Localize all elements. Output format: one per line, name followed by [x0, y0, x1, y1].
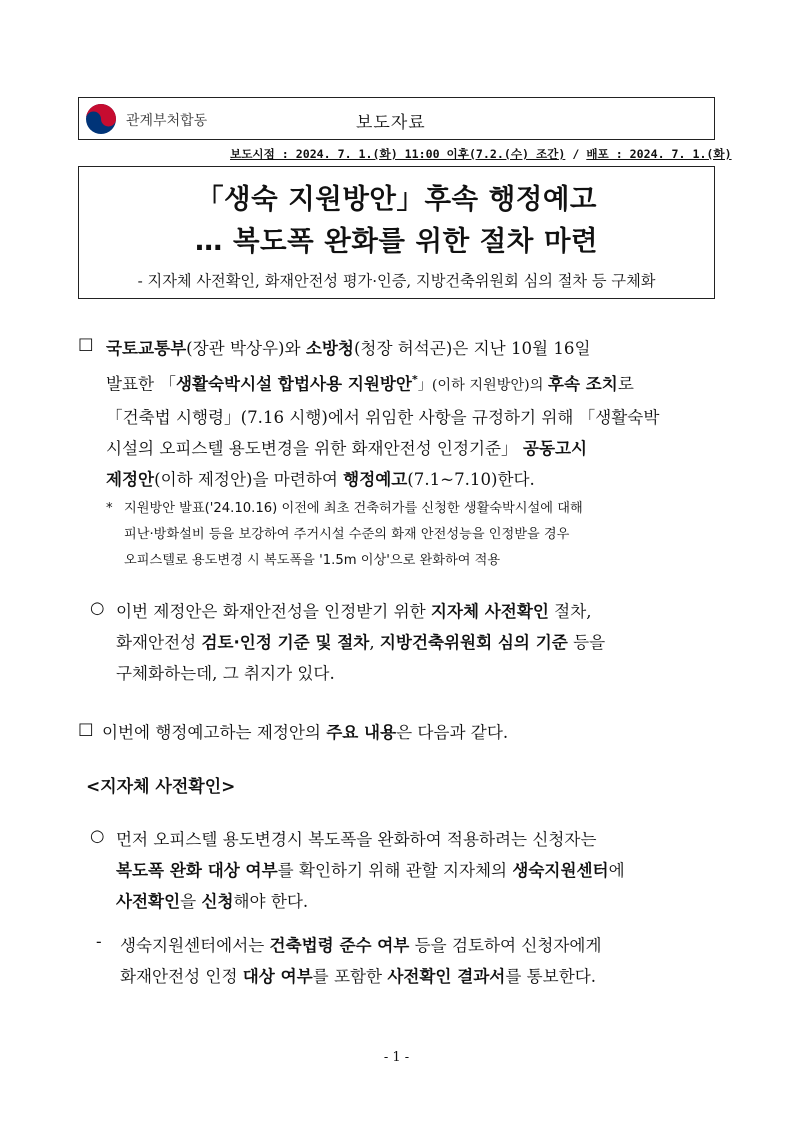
- bold-text: 생활숙박시설 합법사용 지원방안: [175, 374, 412, 394]
- paragraph-line: [116, 855, 716, 886]
- section-heading: <지자체 사전확인>: [86, 777, 236, 797]
- text-span: 등을 검토하여 신청자에게: [409, 936, 602, 955]
- footnote-line: 오피스텔로 용도변경 시 복도폭을 '1.5m 이상'으로 완화하여 적용: [124, 553, 501, 568]
- bullet-dash: -: [96, 932, 102, 951]
- bold-text: 지자체 사전확인: [430, 602, 549, 621]
- paragraph-line: 「건축법 시행령」(7.16 시행)에서 위임한 사항을 규정하기 위해 「생활숙박: [106, 407, 660, 427]
- paragraph-line: [116, 596, 716, 627]
- text-span: 화재안전성: [116, 633, 202, 652]
- bold-text: 복도폭 완화 대상 여부: [116, 861, 278, 880]
- text-span: 절차,: [548, 602, 592, 621]
- text-span: ,: [369, 633, 380, 652]
- bold-text: 제정안: [106, 469, 155, 489]
- paragraph-line: [106, 464, 716, 495]
- text-span: (7.1~7.10)한다.: [407, 469, 535, 489]
- footnote-marker: *: [106, 501, 113, 516]
- text-span: (장관 박상우)와: [186, 339, 306, 358]
- bold-text: 사전확인 결과서: [387, 967, 506, 986]
- bold-text: 검토·인정 기준 및 절차: [201, 633, 370, 652]
- page-number: - 1 -: [383, 1050, 410, 1065]
- text-span: 이번 제정안은 화재안전성을 인정받기 위한: [116, 602, 431, 621]
- paragraph-line: [120, 930, 716, 961]
- org-name: 관계부처합동: [126, 113, 208, 129]
- text-span: 등을: [567, 633, 606, 652]
- text-span: 를 확인하기 위해 관할 지자체의: [277, 861, 513, 880]
- bold-text: 소방청: [305, 339, 354, 358]
- headline-line-1: 「생숙 지원방안」후속 행정예고: [196, 183, 597, 215]
- bold-text: 주요 내용: [326, 723, 397, 742]
- footnote-marker: *: [411, 373, 418, 386]
- text-span: 생숙지원센터에서는: [120, 936, 270, 955]
- paragraph-line: 먼저 오피스텔 용도변경시 복도폭을 완화하여 적용하려는 신청자는: [116, 830, 597, 849]
- paragraph-line: 구체화하는데, 그 취지가 있다.: [116, 664, 335, 683]
- bold-text: 국토교통부: [106, 339, 187, 358]
- release-info: [230, 146, 732, 162]
- embargo-time: 보도시점 : 2024. 7. 1.(화) 11:00 이후(7.2.(수) 조간): [230, 147, 566, 161]
- subtitle: - 지자체 사전확인, 화재안전성 평가·인증, 지방건축위원회 심의 절차 등 구체화: [137, 272, 656, 290]
- text-span: 해야 한다.: [233, 892, 309, 911]
- footnote-line: 피난·방화설비 등을 보강하여 주거시설 수준의 화재 안전성능을 인정받을 경우: [124, 527, 570, 542]
- text-span: (이하 제정안)을 마련하여: [154, 469, 344, 489]
- text-span: 은 다음과 같다.: [396, 723, 509, 742]
- text-span: 시설의 오피스텔 용도변경을 위한 화재안전성 인정기준」: [106, 438, 523, 458]
- text-span: 를 통보한다.: [505, 967, 597, 986]
- text-span: (청장 허석곤)은 지난 10월 16일: [353, 339, 591, 358]
- text-span: 발표한 「: [106, 374, 176, 394]
- headline-line-2: … 복도폭 완화를 위한 절차 마련: [194, 225, 599, 257]
- bold-text: 지방건축위원회 심의 기준: [379, 633, 568, 652]
- distribution-date: 배포 : 2024. 7. 1.(화): [586, 147, 732, 161]
- text-span: 를 포함한: [312, 967, 388, 986]
- taegeuk-logo-icon: [84, 102, 118, 136]
- text-span: 이번에 행정예고하는 제정안의: [102, 723, 327, 742]
- text-span: 을: [180, 892, 202, 911]
- text-span: 화재안전성 인정: [120, 967, 243, 986]
- bold-text: 후속 조치: [547, 374, 618, 394]
- bullet-circle: ○: [90, 598, 105, 617]
- bullet-square: □: [78, 719, 94, 738]
- text-span: 」(이하 지원방안)의: [417, 377, 548, 394]
- bold-text: 공동고시: [522, 438, 588, 458]
- footnote-line: 지원방안 발표('24.10.16) 이전에 최초 건축허가를 신청한 생활숙박시설에 대해: [124, 501, 583, 516]
- doc-type-label: 보도자료: [356, 113, 426, 133]
- bold-text: 신청: [201, 892, 234, 911]
- release-separator: /: [565, 147, 587, 161]
- paragraph-line: [106, 333, 716, 364]
- paragraph-center-review: [120, 930, 716, 992]
- bullet-square: □: [78, 334, 94, 353]
- paragraph-line: [116, 886, 716, 917]
- paragraph-purpose: [116, 596, 716, 689]
- paragraph-overview: [106, 333, 716, 495]
- bold-text: 생숙지원센터: [512, 861, 609, 880]
- bold-text: 사전확인: [116, 892, 181, 911]
- text-span: 에: [608, 861, 625, 880]
- bold-text: 건축법령 준수 여부: [269, 936, 410, 955]
- paragraph-line: [106, 433, 716, 464]
- paragraph-line: [106, 364, 716, 402]
- bold-text: 행정예고: [343, 469, 408, 489]
- text-span: 로: [617, 374, 634, 394]
- paragraph-line: [116, 627, 716, 658]
- bold-text: 대상 여부: [242, 967, 313, 986]
- bullet-circle: ○: [90, 826, 105, 845]
- paragraph-precheck: [116, 824, 716, 917]
- paragraph-intro: [102, 717, 508, 748]
- footnote-text: [124, 496, 583, 574]
- paragraph-line: [120, 961, 716, 992]
